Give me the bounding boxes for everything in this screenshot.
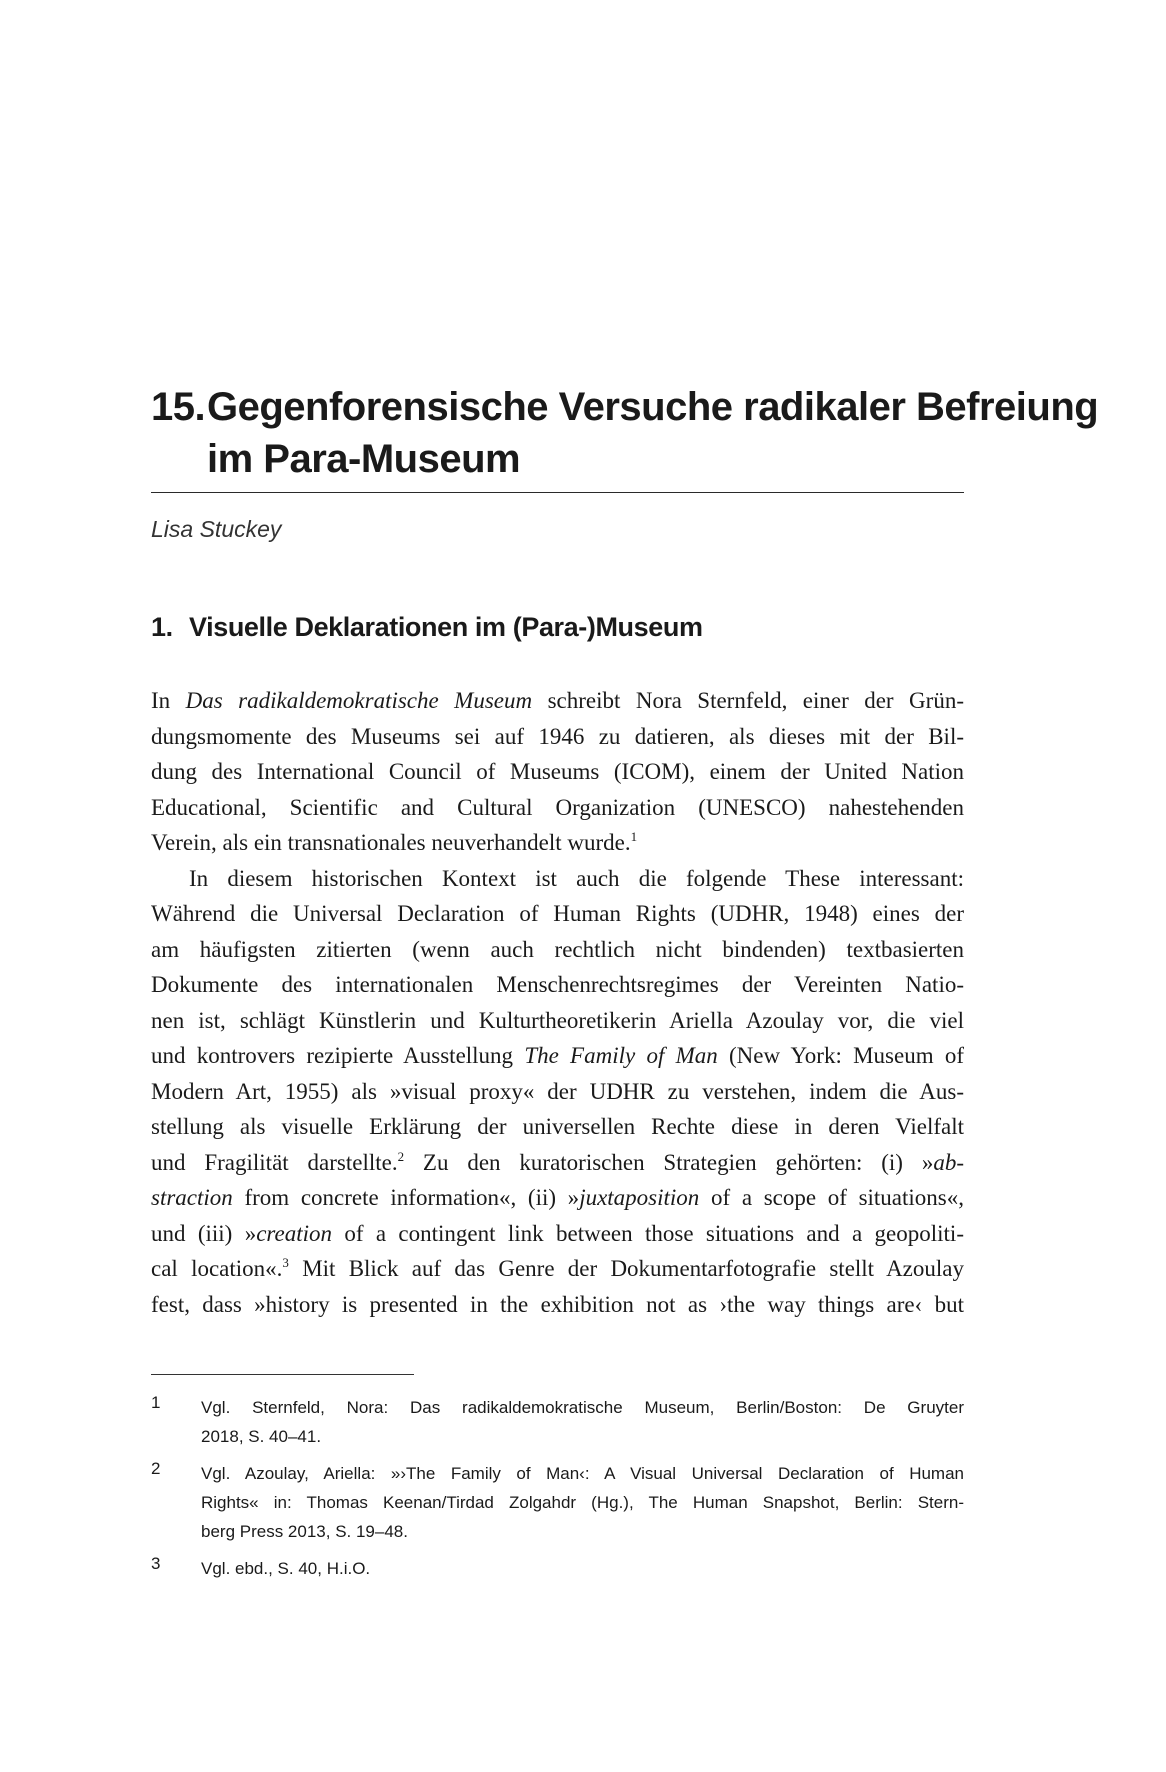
text-line: Educational, Scientific and Cultural Organization (UNESCO) nahestehenden [151,794,964,820]
footnote-line: 2018, S. 40–41. [201,1427,322,1446]
footnote [151,1393,964,1451]
author-name: Lisa Stuckey [151,516,282,542]
text-line: In diesem historischen Kontext ist auch die folgende These interessant: [189,865,964,891]
text-span: und Fragilität darstellte. [151,1149,398,1175]
footnote-line: Vgl. ebd., S. 40, H.i.O. [201,1559,371,1578]
text-line: Während die Universal Declaration of Human Rights (UDHR, 1948) eines der [151,901,964,926]
chapter-title-line-2: im Para-Museum [207,437,521,481]
section-heading [151,612,703,643]
italic-span: ab- [933,1149,964,1175]
text-line: dungsmomente des Museums sei auf 1946 zu datieren, als dieses mit der Bil- [151,723,964,749]
footnote-ref-3: 3 [282,1255,289,1270]
text-span: of a scope of situations«, [699,1185,964,1210]
body-text [151,683,964,1322]
text-span: und (iii) » [151,1220,257,1246]
italic-span: juxtaposition [579,1185,700,1210]
text-line [151,825,964,861]
footnote-divider [151,1374,414,1375]
text-span: Verein, als ein transnationales neuverhandelt wurde. [151,830,631,855]
text-line [151,1038,964,1074]
text-span: cal location«. [151,1256,283,1281]
text-span: from concrete information«, (ii) » [232,1185,580,1210]
chapter-title-text-1: Gegenforensische Versuche radikaler Befreiung [207,385,1099,429]
text-line [151,683,964,719]
text-line [151,1145,964,1181]
book-title-italic: Das radikaldemokratische Museum [185,688,533,713]
exhibition-title-italic: The Family of Man [524,1043,718,1068]
italic-span: creation [256,1220,332,1246]
footnote-ref-2: 2 [397,1148,405,1164]
text-line: Dokumente des internationalen Menschenrechtsregimes der Vereinten Natio- [151,972,964,997]
text-span: In [151,688,186,713]
text-line [151,1216,964,1252]
italic-span: straction [151,1185,233,1210]
text-line: Modern Art, 1955) als »visual proxy« der UDHR zu verstehen, indem die Aus- [151,1078,964,1104]
footnote-line: berg Press 2013, S. 19–48. [201,1522,408,1541]
text-span: (New York: Museum of [717,1043,964,1068]
section-title: Visuelle Deklarationen im (Para-)Museum [189,612,703,642]
text-line: dung des International Council of Museums (ICOM), einem der United Nation [151,759,964,784]
footnote-number: 2 [151,1459,161,1478]
text-line [151,1180,964,1216]
chapter-title-line-1 [151,381,1099,433]
text-span: Mit Blick auf das Genre der Dokumentarfotografie stellt Azoulay [288,1256,964,1281]
text-line: am häufigsten zitierten (wenn auch rechtlich nicht bindenden) textbasierten [151,936,964,962]
text-line: stellung als visuelle Erklärung der universellen Rechte diese in deren Vielfalt [151,1114,964,1139]
footnotes [151,1393,964,1591]
footnote [151,1459,964,1546]
footnote-line: Vgl. Azoulay, Ariella: »›The Family of Man‹: A Visual Universal Declaration of Human [201,1464,964,1483]
footnote [151,1554,964,1583]
chapter-title [151,381,1099,485]
chapter-number: 15. [151,385,206,429]
text-span: Zu den kuratorischen Strategien gehörten: (i) » [404,1149,934,1175]
text-span: und kontrovers rezipierte Ausstellung [151,1043,525,1068]
footnote-line: Vgl. Sternfeld, Nora: Das radikaldemokratische Museum, Berlin/Boston: De Gruyter [201,1398,964,1417]
footnote-number: 1 [151,1393,161,1412]
text-span: schreibt Nora Sternfeld, einer der Grün- [532,688,964,713]
text-span: of a contingent link between those situations and a geopoliti- [332,1220,964,1246]
text-line: fest, dass »history is presented in the exhibition not as ›the way things are‹ but [151,1291,964,1317]
title-divider [151,492,964,493]
footnote-number: 3 [151,1554,161,1573]
footnote-line: Rights« in: Thomas Keenan/Tirdad Zolgahdr (Hg.), The Human Snapshot, Berlin: Stern- [201,1493,964,1512]
text-line: nen ist, schlägt Künstlerin und Kulturtheoretikerin Ariella Azoulay vor, die viel [151,1007,964,1033]
footnote-ref-1: 1 [630,829,638,844]
section-number: 1. [151,612,173,642]
text-line [151,1251,964,1287]
